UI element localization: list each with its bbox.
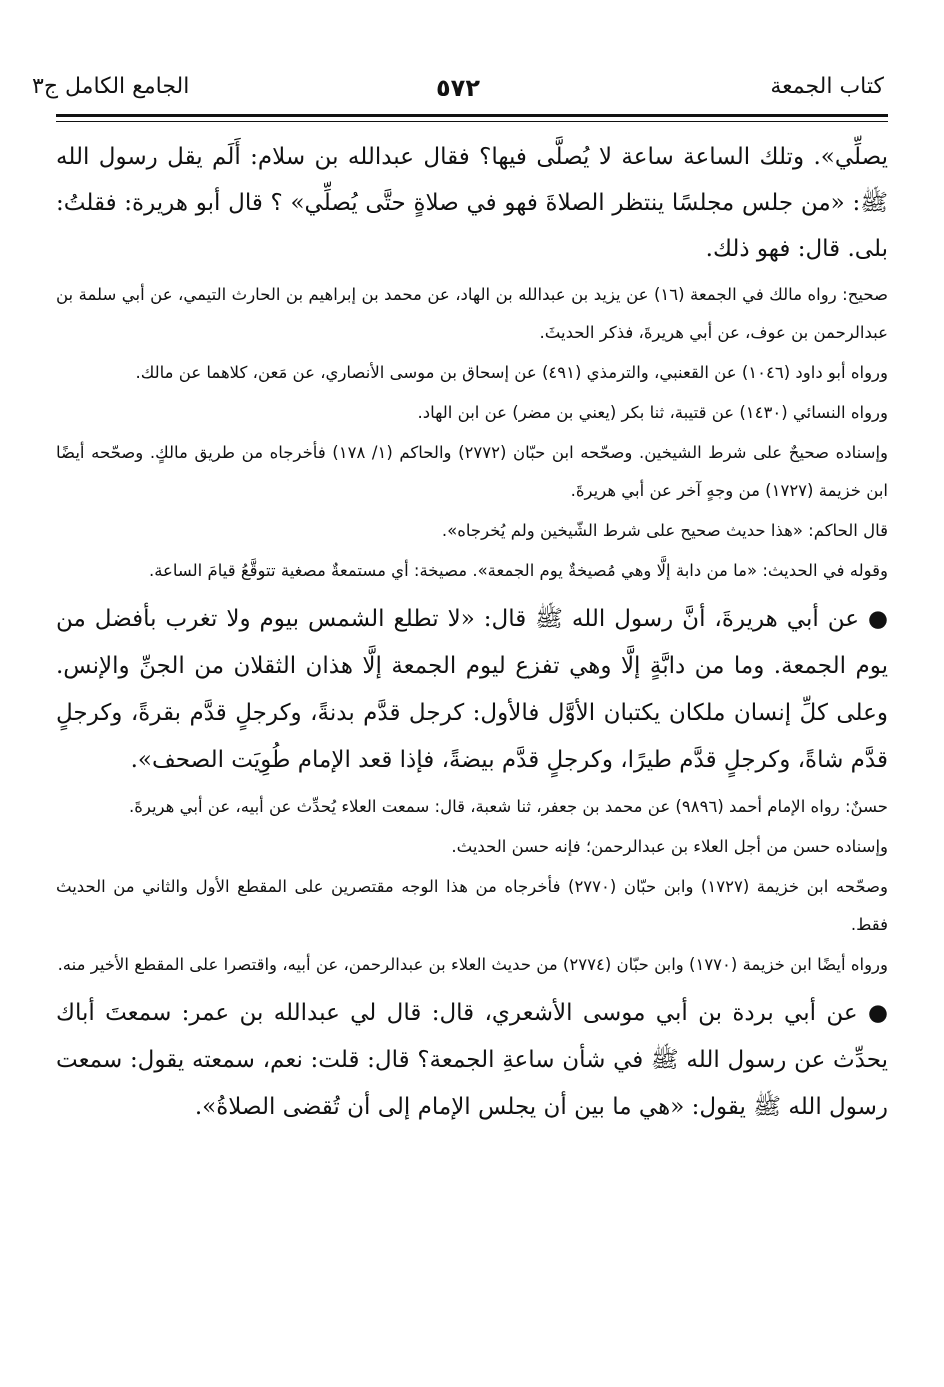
commentary-paragraph: ورواه النسائي (١٤٣٠) عن قتيبة، ثنا بكر (يعني بن مضر) عن ابن الهاد.	[417, 403, 888, 422]
hadith-text: ● عن أبي هريرةَ، أنَّ رسول الله ﷺ قال: «لا تطلع الشمس بيوم ولا تغرب بأفضل من يوم الجمعة. وما من دابَّةٍ إلَّا وهي تفزع ليوم الجمعة إلَّا هذان الثقلان من الجنِّ والإنس. وعلى كلِّ إنسان ملكان يكتبان الأوَّل فالأول: كرجل قدَّم بدنةً، وكرجلٍ قدَّم بقرةً، وكرجلٍ قدَّم شاةً، وكرجلٍ قدَّم طيرًا، وكرجلٍ قدَّم بيضةً، فإذا قعد الإمام طُوِيَت الصحف».	[56, 606, 888, 773]
running-book-title: الجامع الكامل ج٣	[32, 74, 190, 99]
header-rule-thick	[56, 114, 888, 117]
commentary-paragraph: وإسناده حسن من أجل العلاء بن عبدالرحمن؛ فإنه حسن الحديث.	[451, 837, 888, 856]
commentary-paragraph: وصحّحه ابن خزيمة (١٧٢٧) وابن حبّان (٢٧٧٠) فأخرجاه من هذا الوجه مقتصرين على المقطع الأول والثاني من الحديث فقط.	[56, 877, 888, 934]
commentary-paragraph: ورواه أبو داود (١٠٤٦) عن القعنبي، والترمذي (٤٩١) عن إسحاق بن موسى الأنصاري، عن مَعن، كلاهما عن مالك.	[135, 363, 888, 382]
page-body	[56, 134, 888, 1133]
header-rule-thin	[56, 121, 888, 122]
page-number: ٥٧٢	[436, 74, 480, 102]
commentary-paragraph: قال الحاكم: «هذا حديث صحيح على شرط الشّيخين ولم يُخرجاه».	[441, 521, 888, 540]
hadith-text: ● عن أبي بردة بن أبي موسى الأشعري، قال: قال لي عبدالله بن عمر: سمعتَ أباك يحدِّث عن رسول الله ﷺ في شأن ساعةِ الجمعة؟ قال: قلت: نعم، سمعته يقول: سمعت رسول الله ﷺ يقول: «هي ما بين أن يجلس الإمام إلى أن تُقضى الصلاةُ».	[56, 1000, 888, 1120]
page-header	[32, 68, 884, 108]
commentary-paragraph: حسنٌ: رواه الإمام أحمد (٩٨٩٦) عن محمد بن جعفر، ثنا شعبة، قال: سمعت العلاء يُحدِّث عن أبيه، عن أبي هريرةَ.	[128, 797, 888, 816]
commentary-paragraph: ورواه أيضًا ابن خزيمة (١٧٧٠) وابن حبّان (٢٧٧٤) من حديث العلاء بن عبدالرحمن، عن أبيه، واقتصرا على المقطع الأخير منه.	[57, 955, 888, 974]
commentary-paragraph: وقوله في الحديث: «ما من دابة إلَّا وهي مُصيخةٌ يوم الجمعة». مصيخة: أي مستمعةٌ مصغية تتوقَّعُ قيامَ الساعة.	[148, 561, 888, 580]
running-chapter-title: كتاب الجمعة	[770, 74, 884, 99]
commentary-paragraph: وإسناده صحيحٌ على شرط الشيخين. وصحّحه ابن حبّان (٢٧٧٢) والحاكم (١/ ١٧٨) فأخرجاه من طريق مالكٍ. وصحّحه أيضًا ابن خزيمة (١٧٢٧) من وجهٍ آخر عن أبي هريرةَ.	[56, 443, 888, 500]
commentary-paragraph: صحيح: رواه مالك في الجمعة (١٦) عن يزيد بن عبدالله بن الهاد، عن محمد بن إبراهيم بن الحارث التيمي، عن أبي سلمة بن عبدالرحمن بن عوف، عن أبي هريرةَ، فذكر الحديثَ.	[56, 285, 888, 342]
hadith-text: يصلِّي». وتلك الساعة ساعة لا يُصلَّى فيها؟ فقال عبدالله بن سلام: أَلَم يقل رسول الله ﷺ: «من جلس مجلسًا ينتظر الصلاةَ فهو في صلاةٍ حتَّى يُصلِّي» ؟ قال أبو هريرة: فقلتُ: بلى. قال: فهو ذلك.	[56, 144, 889, 262]
